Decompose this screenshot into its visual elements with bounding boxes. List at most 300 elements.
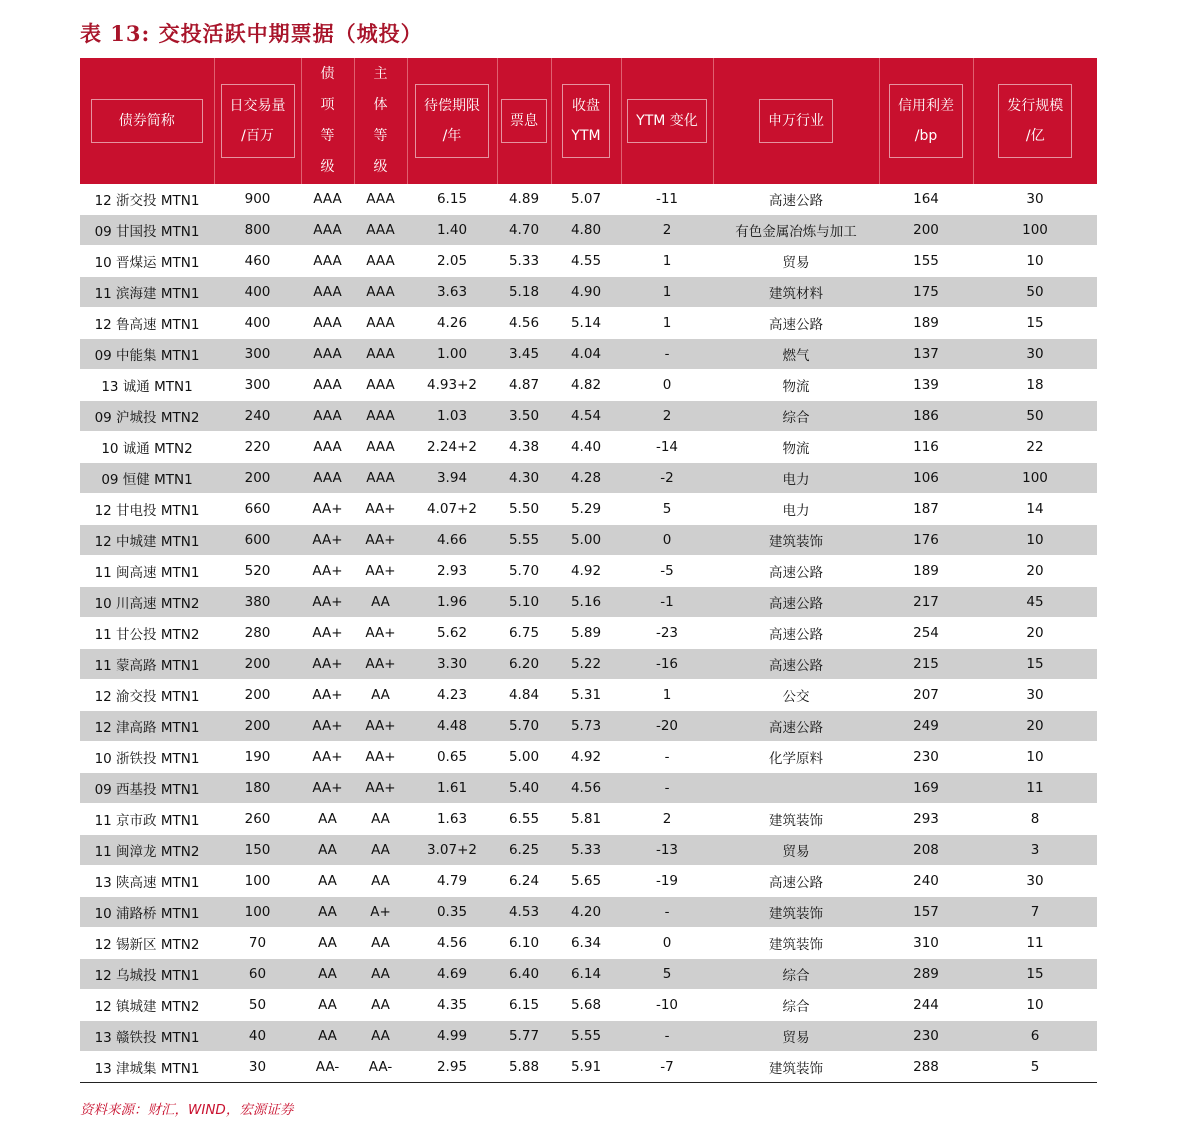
column-header-line: 债 bbox=[320, 66, 335, 82]
table-row bbox=[80, 494, 1097, 525]
column-header-line: 级 bbox=[373, 159, 388, 175]
table-cell: 380 bbox=[214, 587, 301, 618]
table-row bbox=[80, 432, 1097, 463]
table-cell: -13 bbox=[621, 835, 713, 866]
bond-table bbox=[80, 58, 1097, 1083]
column-header-line: 等 bbox=[373, 128, 388, 144]
table-cell: 6.10 bbox=[497, 928, 551, 959]
column-header-line: 体 bbox=[373, 97, 388, 113]
table-cell: 4.93+2 bbox=[407, 370, 497, 401]
table-row bbox=[80, 277, 1097, 308]
table-cell: 4.28 bbox=[551, 463, 621, 494]
column-header bbox=[214, 58, 301, 184]
table-row bbox=[80, 649, 1097, 680]
table-cell: 60 bbox=[214, 959, 301, 990]
table-cell: 4.69 bbox=[407, 959, 497, 990]
table-cell: 4.53 bbox=[497, 897, 551, 928]
table-cell: 11 闽漳龙 MTN2 bbox=[80, 835, 214, 866]
table-cell: 5.50 bbox=[497, 494, 551, 525]
column-header bbox=[497, 58, 551, 184]
table-cell: 4.70 bbox=[497, 215, 551, 246]
table-cell: 综合 bbox=[713, 959, 879, 990]
table-cell: 4.92 bbox=[551, 742, 621, 773]
column-header-line: 发行规模 bbox=[1007, 98, 1064, 114]
column-header-label bbox=[627, 99, 707, 143]
table-cell: AAA bbox=[354, 277, 407, 308]
table-cell: AAA bbox=[301, 246, 354, 277]
table-cell: 30 bbox=[973, 184, 1097, 215]
table-cell: 106 bbox=[879, 463, 973, 494]
table-cell: 240 bbox=[214, 401, 301, 432]
table-cell: 100 bbox=[214, 866, 301, 897]
table-cell: 1.63 bbox=[407, 804, 497, 835]
table-cell: AA+ bbox=[354, 711, 407, 742]
table-cell: 4.23 bbox=[407, 680, 497, 711]
column-header-label bbox=[759, 99, 833, 143]
table-cell: -1 bbox=[621, 587, 713, 618]
table-cell: 150 bbox=[214, 835, 301, 866]
table-cell: 5.55 bbox=[497, 525, 551, 556]
table-cell: 4.20 bbox=[551, 897, 621, 928]
table-cell: -7 bbox=[621, 1052, 713, 1083]
table-cell: AAA bbox=[354, 215, 407, 246]
table-cell: 310 bbox=[879, 928, 973, 959]
table-cell: 189 bbox=[879, 556, 973, 587]
table-cell: 有色金属冶炼与加工 bbox=[713, 215, 879, 246]
table-cell: 5.65 bbox=[551, 866, 621, 897]
table-cell: AAA bbox=[301, 432, 354, 463]
column-header-line: 收盘 bbox=[572, 98, 600, 114]
table-row bbox=[80, 804, 1097, 835]
column-header-label bbox=[998, 84, 1072, 158]
table-row bbox=[80, 556, 1097, 587]
column-header-line: 申万行业 bbox=[768, 113, 824, 129]
table-cell: 4.92 bbox=[551, 556, 621, 587]
table-cell: 215 bbox=[879, 649, 973, 680]
table-cell: AA+ bbox=[354, 556, 407, 587]
table-cell: 15 bbox=[973, 959, 1097, 990]
table-cell: 11 甘公投 MTN2 bbox=[80, 618, 214, 649]
table-cell: 2 bbox=[621, 215, 713, 246]
table-cell: 254 bbox=[879, 618, 973, 649]
table-cell: AA bbox=[301, 1021, 354, 1052]
table-row bbox=[80, 680, 1097, 711]
column-header-line: 主 bbox=[373, 66, 388, 82]
table-cell: 460 bbox=[214, 246, 301, 277]
table-cell: 1.00 bbox=[407, 339, 497, 370]
table-cell: 10 晋煤运 MTN1 bbox=[80, 246, 214, 277]
column-header-line: YTM bbox=[571, 128, 601, 144]
table-cell: 5.33 bbox=[551, 835, 621, 866]
table-row bbox=[80, 339, 1097, 370]
table-cell: 20 bbox=[973, 556, 1097, 587]
table-cell: AAA bbox=[301, 215, 354, 246]
table-cell: 建筑装饰 bbox=[713, 928, 879, 959]
table-cell: 高速公路 bbox=[713, 711, 879, 742]
table-cell: AA- bbox=[354, 1052, 407, 1083]
table-cell: 电力 bbox=[713, 463, 879, 494]
table-cell: 5.62 bbox=[407, 618, 497, 649]
table-cell: 220 bbox=[214, 432, 301, 463]
table-cell: 12 锡新区 MTN2 bbox=[80, 928, 214, 959]
table-cell: 3.94 bbox=[407, 463, 497, 494]
table-cell: AA bbox=[354, 835, 407, 866]
table-cell: 5.89 bbox=[551, 618, 621, 649]
table-cell: 建筑装饰 bbox=[713, 525, 879, 556]
table-cell: 5.73 bbox=[551, 711, 621, 742]
column-header bbox=[879, 58, 973, 184]
table-cell: 10 诚通 MTN2 bbox=[80, 432, 214, 463]
table-row bbox=[80, 742, 1097, 773]
table-cell: 0.35 bbox=[407, 897, 497, 928]
table-cell: 3.45 bbox=[497, 339, 551, 370]
table-title: 表 13: 交投活跃中期票据（城投） bbox=[80, 21, 423, 46]
table-cell: -5 bbox=[621, 556, 713, 587]
table-cell: 5.22 bbox=[551, 649, 621, 680]
table-cell: 4.38 bbox=[497, 432, 551, 463]
table-cell: AA bbox=[301, 897, 354, 928]
column-header bbox=[80, 58, 214, 184]
table-cell: - bbox=[621, 742, 713, 773]
table-cell: 8 bbox=[973, 804, 1097, 835]
table-cell: 5.91 bbox=[551, 1052, 621, 1083]
table-cell: 200 bbox=[214, 680, 301, 711]
table-cell: -11 bbox=[621, 184, 713, 215]
table-cell: AAA bbox=[301, 277, 354, 308]
table-cell: AA bbox=[301, 928, 354, 959]
table-cell: 12 中城建 MTN1 bbox=[80, 525, 214, 556]
table-cell: 6.20 bbox=[497, 649, 551, 680]
column-header-line: /年 bbox=[442, 128, 462, 144]
table-cell: AAA bbox=[354, 370, 407, 401]
table-cell: 230 bbox=[879, 1021, 973, 1052]
table-cell: 15 bbox=[973, 649, 1097, 680]
table-cell: 30 bbox=[973, 339, 1097, 370]
table-cell: -16 bbox=[621, 649, 713, 680]
table-cell: 09 西基投 MTN1 bbox=[80, 773, 214, 804]
table-cell: 09 恒健 MTN1 bbox=[80, 463, 214, 494]
table-cell: 186 bbox=[879, 401, 973, 432]
table-cell: 30 bbox=[214, 1052, 301, 1083]
table-cell: 20 bbox=[973, 711, 1097, 742]
column-header-line: /百万 bbox=[241, 128, 274, 144]
column-header bbox=[621, 58, 713, 184]
table-row bbox=[80, 587, 1097, 618]
column-header-line: 债券简称 bbox=[118, 113, 175, 129]
table-cell: 6.55 bbox=[497, 804, 551, 835]
table-cell: 10 川高速 MTN2 bbox=[80, 587, 214, 618]
table-cell: 400 bbox=[214, 277, 301, 308]
table-row bbox=[80, 711, 1097, 742]
table-cell: 10 bbox=[973, 246, 1097, 277]
column-header-line: 日交易量 bbox=[229, 98, 286, 114]
table-cell: 3.50 bbox=[497, 401, 551, 432]
table-cell: 5.81 bbox=[551, 804, 621, 835]
table-cell: 5.14 bbox=[551, 308, 621, 339]
table-cell: 3.07+2 bbox=[407, 835, 497, 866]
table-row bbox=[80, 959, 1097, 990]
table-cell: 189 bbox=[879, 308, 973, 339]
table-cell: AAA bbox=[301, 339, 354, 370]
table-cell: 12 镇城建 MTN2 bbox=[80, 990, 214, 1021]
table-cell: 6.24 bbox=[497, 866, 551, 897]
table-cell: 高速公路 bbox=[713, 556, 879, 587]
table-cell: 11 bbox=[973, 773, 1097, 804]
table-row bbox=[80, 928, 1097, 959]
table-cell: 2 bbox=[621, 804, 713, 835]
table-cell: 293 bbox=[879, 804, 973, 835]
table-cell: -19 bbox=[621, 866, 713, 897]
table-row bbox=[80, 215, 1097, 246]
table-cell: 289 bbox=[879, 959, 973, 990]
table-cell: AA bbox=[354, 959, 407, 990]
table-cell: - bbox=[621, 897, 713, 928]
table-cell: 116 bbox=[879, 432, 973, 463]
table-row bbox=[80, 370, 1097, 401]
table-cell: AA+ bbox=[301, 618, 354, 649]
table-cell: 4.40 bbox=[551, 432, 621, 463]
table-row bbox=[80, 525, 1097, 556]
table-cell: AA+ bbox=[354, 773, 407, 804]
table-cell: 建筑装饰 bbox=[713, 1052, 879, 1083]
table-cell: 0 bbox=[621, 525, 713, 556]
table-cell: 900 bbox=[214, 184, 301, 215]
table-cell: 30 bbox=[973, 680, 1097, 711]
table-cell: 建筑材料 bbox=[713, 277, 879, 308]
table-cell: 5.07 bbox=[551, 184, 621, 215]
table-cell: 230 bbox=[879, 742, 973, 773]
table-cell: AA bbox=[354, 1021, 407, 1052]
table-cell: 208 bbox=[879, 835, 973, 866]
column-header-label bbox=[889, 84, 963, 158]
table-cell: 3.63 bbox=[407, 277, 497, 308]
table-row bbox=[80, 401, 1097, 432]
table-cell: 13 陕高速 MTN1 bbox=[80, 866, 214, 897]
table-cell: 600 bbox=[214, 525, 301, 556]
table-cell: 11 滨海建 MTN1 bbox=[80, 277, 214, 308]
table-cell: 660 bbox=[214, 494, 301, 525]
table-cell: 800 bbox=[214, 215, 301, 246]
table-cell: AAA bbox=[354, 246, 407, 277]
table-cell: AA- bbox=[301, 1052, 354, 1083]
table-cell: 400 bbox=[214, 308, 301, 339]
table-cell: AAA bbox=[301, 308, 354, 339]
table-cell: AAA bbox=[301, 463, 354, 494]
table-cell: AA bbox=[354, 587, 407, 618]
table-cell: 综合 bbox=[713, 990, 879, 1021]
table-cell: 电力 bbox=[713, 494, 879, 525]
table-cell: 5.00 bbox=[551, 525, 621, 556]
table-row bbox=[80, 866, 1097, 897]
table-cell: 高速公路 bbox=[713, 184, 879, 215]
table-cell: 22 bbox=[973, 432, 1097, 463]
table-cell: 高速公路 bbox=[713, 649, 879, 680]
table-cell: 贸易 bbox=[713, 835, 879, 866]
table-cell: AA+ bbox=[301, 494, 354, 525]
table-cell: 建筑装饰 bbox=[713, 804, 879, 835]
table-cell: 300 bbox=[214, 339, 301, 370]
table-cell: 2.93 bbox=[407, 556, 497, 587]
table-cell: - bbox=[621, 339, 713, 370]
table-cell: 4.82 bbox=[551, 370, 621, 401]
table-row bbox=[80, 308, 1097, 339]
table-cell: AA+ bbox=[354, 494, 407, 525]
column-header bbox=[301, 58, 354, 184]
table-cell: 1 bbox=[621, 246, 713, 277]
table-cell: 10 bbox=[973, 525, 1097, 556]
table-cell: 4.80 bbox=[551, 215, 621, 246]
table-cell: AA+ bbox=[301, 649, 354, 680]
table-cell: 4.66 bbox=[407, 525, 497, 556]
table-cell: A+ bbox=[354, 897, 407, 928]
table-cell: 5.31 bbox=[551, 680, 621, 711]
table-cell: 139 bbox=[879, 370, 973, 401]
header-row bbox=[80, 58, 1097, 184]
table-cell: 4.84 bbox=[497, 680, 551, 711]
table-cell: 300 bbox=[214, 370, 301, 401]
table-cell: 155 bbox=[879, 246, 973, 277]
table-cell: 4.56 bbox=[497, 308, 551, 339]
table-cell: 高速公路 bbox=[713, 618, 879, 649]
table-cell: 5.77 bbox=[497, 1021, 551, 1052]
table-cell: 200 bbox=[214, 711, 301, 742]
table-cell: 260 bbox=[214, 804, 301, 835]
table-cell: -20 bbox=[621, 711, 713, 742]
table-cell: 288 bbox=[879, 1052, 973, 1083]
table-cell: 100 bbox=[973, 463, 1097, 494]
table-cell: 2.24+2 bbox=[407, 432, 497, 463]
table-cell: AAA bbox=[354, 401, 407, 432]
table-cell: 164 bbox=[879, 184, 973, 215]
table-cell: 14 bbox=[973, 494, 1097, 525]
table-cell: 169 bbox=[879, 773, 973, 804]
table-cell: 5.70 bbox=[497, 711, 551, 742]
table-cell: 200 bbox=[879, 215, 973, 246]
column-header-line: YTM 变化 bbox=[636, 113, 698, 129]
table-cell: 6.40 bbox=[497, 959, 551, 990]
table-cell: 11 bbox=[973, 928, 1097, 959]
table-cell: AA bbox=[301, 804, 354, 835]
table-cell: 5.55 bbox=[551, 1021, 621, 1052]
table-cell bbox=[713, 773, 879, 804]
table-cell: 09 沪城投 MTN2 bbox=[80, 401, 214, 432]
table-row bbox=[80, 618, 1097, 649]
table-cell: 12 渝交投 MTN1 bbox=[80, 680, 214, 711]
table-cell: AA bbox=[301, 990, 354, 1021]
table-cell: AA+ bbox=[354, 742, 407, 773]
table-cell: AAA bbox=[301, 370, 354, 401]
table-cell: 6.25 bbox=[497, 835, 551, 866]
table-cell: 217 bbox=[879, 587, 973, 618]
table-cell: 4.99 bbox=[407, 1021, 497, 1052]
table-cell: 2.95 bbox=[407, 1052, 497, 1083]
table-cell: 50 bbox=[973, 277, 1097, 308]
table-cell: 1.61 bbox=[407, 773, 497, 804]
table-cell: 200 bbox=[214, 463, 301, 494]
table-cell: 5.40 bbox=[497, 773, 551, 804]
table-cell: 5 bbox=[973, 1052, 1097, 1083]
table-cell: 1.40 bbox=[407, 215, 497, 246]
table-cell: AA+ bbox=[354, 525, 407, 556]
table-cell: AA+ bbox=[301, 711, 354, 742]
table-cell: 4.48 bbox=[407, 711, 497, 742]
table-cell: 2.05 bbox=[407, 246, 497, 277]
table-cell: 5.10 bbox=[497, 587, 551, 618]
table-cell: 4.26 bbox=[407, 308, 497, 339]
table-cell: 70 bbox=[214, 928, 301, 959]
table-cell: 5.16 bbox=[551, 587, 621, 618]
table-cell: 3.30 bbox=[407, 649, 497, 680]
table-cell: 40 bbox=[214, 1021, 301, 1052]
table-cell: 6.75 bbox=[497, 618, 551, 649]
table-cell: 1 bbox=[621, 308, 713, 339]
table-cell: AA+ bbox=[301, 525, 354, 556]
table-cell: 1.96 bbox=[407, 587, 497, 618]
table-cell: 11 蒙高路 MTN1 bbox=[80, 649, 214, 680]
table-cell: 高速公路 bbox=[713, 587, 879, 618]
column-header bbox=[973, 58, 1097, 184]
table-cell: 45 bbox=[973, 587, 1097, 618]
table-cell: 13 赣铁投 MTN1 bbox=[80, 1021, 214, 1052]
table-cell: AAA bbox=[354, 463, 407, 494]
table-body bbox=[80, 184, 1097, 1083]
table-cell: 10 浦路桥 MTN1 bbox=[80, 897, 214, 928]
table-cell: 187 bbox=[879, 494, 973, 525]
table-cell: 4.30 bbox=[497, 463, 551, 494]
table-cell: AA+ bbox=[354, 649, 407, 680]
table-cell: 4.89 bbox=[497, 184, 551, 215]
table-cell: 6.34 bbox=[551, 928, 621, 959]
table-cell: 12 津高路 MTN1 bbox=[80, 711, 214, 742]
table-cell: -2 bbox=[621, 463, 713, 494]
table-cell: 0 bbox=[621, 928, 713, 959]
table-cell: 249 bbox=[879, 711, 973, 742]
table-cell: - bbox=[621, 1021, 713, 1052]
table-cell: AA+ bbox=[301, 742, 354, 773]
table-row bbox=[80, 184, 1097, 215]
table-cell: AAA bbox=[301, 401, 354, 432]
table-cell: 6 bbox=[973, 1021, 1097, 1052]
table-cell: 280 bbox=[214, 618, 301, 649]
table-cell: 180 bbox=[214, 773, 301, 804]
column-header bbox=[354, 58, 407, 184]
column-header-label bbox=[562, 84, 609, 158]
table-cell: 高速公路 bbox=[713, 866, 879, 897]
table-cell: 09 甘国投 MTN1 bbox=[80, 215, 214, 246]
table-cell: 4.79 bbox=[407, 866, 497, 897]
table-cell: 13 津城集 MTN1 bbox=[80, 1052, 214, 1083]
table-cell: 137 bbox=[879, 339, 973, 370]
table-cell: 公交 bbox=[713, 680, 879, 711]
table-cell: 5 bbox=[621, 494, 713, 525]
table-cell: 0.65 bbox=[407, 742, 497, 773]
table-cell: AA bbox=[354, 866, 407, 897]
column-header-line: 票息 bbox=[510, 113, 538, 129]
table-cell: 5.29 bbox=[551, 494, 621, 525]
table-cell: 50 bbox=[973, 401, 1097, 432]
column-header-line: 信用利差 bbox=[898, 98, 954, 114]
column-header-line: /bp bbox=[914, 128, 938, 144]
table-row bbox=[80, 246, 1097, 277]
table-cell: 5.68 bbox=[551, 990, 621, 1021]
table-cell: 1.03 bbox=[407, 401, 497, 432]
column-header-label bbox=[415, 84, 489, 158]
table-cell: 5 bbox=[621, 959, 713, 990]
table-cell: -23 bbox=[621, 618, 713, 649]
column-header bbox=[551, 58, 621, 184]
table-cell: 燃气 bbox=[713, 339, 879, 370]
table-cell: 4.54 bbox=[551, 401, 621, 432]
